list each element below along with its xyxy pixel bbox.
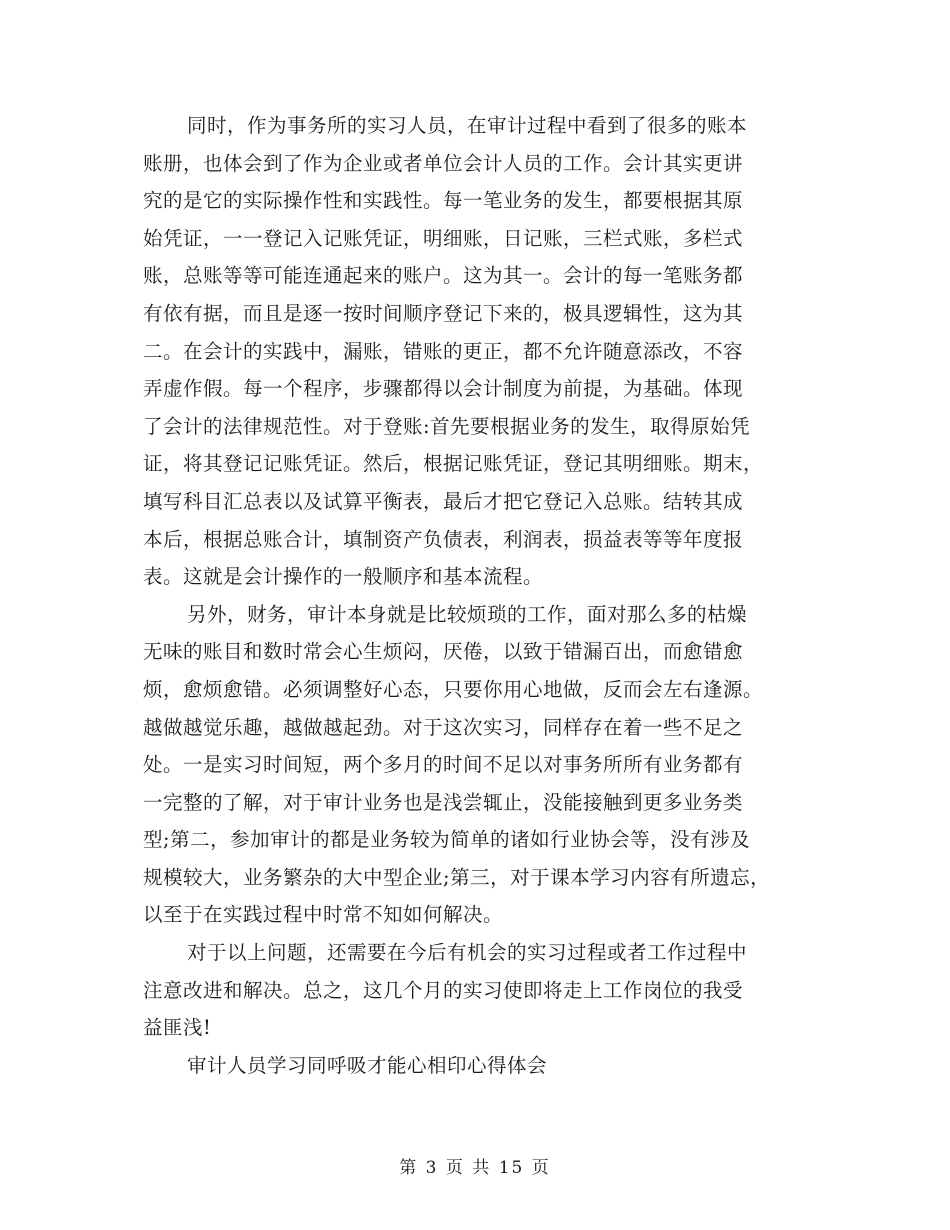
text-line: 表。这就是会计操作的一般顺序和基本流程。 (143, 565, 544, 589)
text-line: 型;第二，参加审计的都是业务较为简单的诸如行业协会等，没有涉及 (143, 828, 751, 852)
text-line: 规模较大，业务繁杂的大中型企业;第三，对于课本学习内容有所遗忘， (143, 865, 771, 889)
text-line: 一完整的了解，对于审计业务也是浅尝辄止，没能接触到更多业务类 (143, 790, 744, 814)
text-line: 同时，作为事务所的实习人员，在审计过程中看到了很多的账本 (187, 114, 748, 137)
footer-middle: 页 共 (445, 1158, 492, 1178)
text-line: 对于以上问题，还需要在今后有机会的实习过程或者工作过程中 (187, 941, 748, 965)
text-line: 账册，也体会到了作为企业或者单位会计人员的工作。会计其实更讲 (143, 151, 744, 175)
text-line: 越做越觉乐趣，越做越起劲。对于这次实习，同样存在着一些不足之 (143, 715, 744, 739)
text-line: 填写科目汇总表以及试算平衡表，最后才把它登记入总账。结转其成 (143, 489, 744, 513)
text-line: 二。在会计的实践中，漏账，错账的更正，都不允许随意添改，不容 (143, 339, 744, 363)
text-line: 益匪浅! (143, 1016, 212, 1040)
page-footer (0, 1153, 950, 1178)
text-line: 究的是它的实际操作性和实践性。每一笔业务的发生，都要根据其原 (143, 189, 744, 213)
text-line: 另外，财务，审计本身就是比较烦琐的工作，面对那么多的枯燥 (187, 602, 748, 626)
text-line: 始凭证，一一登记入记账凭证，明细账，日记账，三栏式账，多栏式 (143, 226, 744, 250)
section-heading: 审计人员学习同呼吸才能心相印心得体会 (187, 1053, 548, 1077)
total-page-count: 15 (498, 1158, 525, 1178)
document-body (143, 107, 815, 1084)
text-line: 以至于在实践过程中时常不知如何解决。 (143, 903, 504, 927)
text-line: 账，总账等等可能连通起来的账户。这为其一。会计的每一笔账务都 (143, 264, 744, 288)
text-line: 本后，根据总账合计，填制资产负债表，利润表，损益表等等年度报 (143, 527, 744, 551)
text-line: 无味的账目和数时常会心生烦闷，厌倦，以致于错漏百出，而愈错愈 (143, 640, 744, 664)
text-line: 有依有据，而且是逐一按时间顺序登记下来的，极具逻辑性，这为其 (143, 301, 744, 325)
footer-prefix: 第 (399, 1158, 419, 1178)
text-line: 处。一是实习时间短，两个多月的时间不足以对事务所所有业务都有 (143, 753, 744, 777)
text-line: 证，将其登记记账凭证。然后，根据记账凭证，登记其明细账。期末， (143, 452, 764, 476)
current-page-number: 3 (425, 1158, 439, 1178)
text-line: 注意改进和解决。总之，这几个月的实习使即将走上工作岗位的我受 (143, 978, 744, 1002)
footer-suffix: 页 (531, 1158, 551, 1178)
text-line: 了会计的法律规范性。对于登账:首先要根据业务的发生，取得原始凭 (143, 414, 751, 438)
text-line: 烦，愈烦愈错。必须调整好心态，只要你用心地做，反而会左右逢源。 (143, 677, 764, 701)
text-line: 弄虚作假。每一个程序，步骤都得以会计制度为前提，为基础。体现 (143, 377, 744, 401)
